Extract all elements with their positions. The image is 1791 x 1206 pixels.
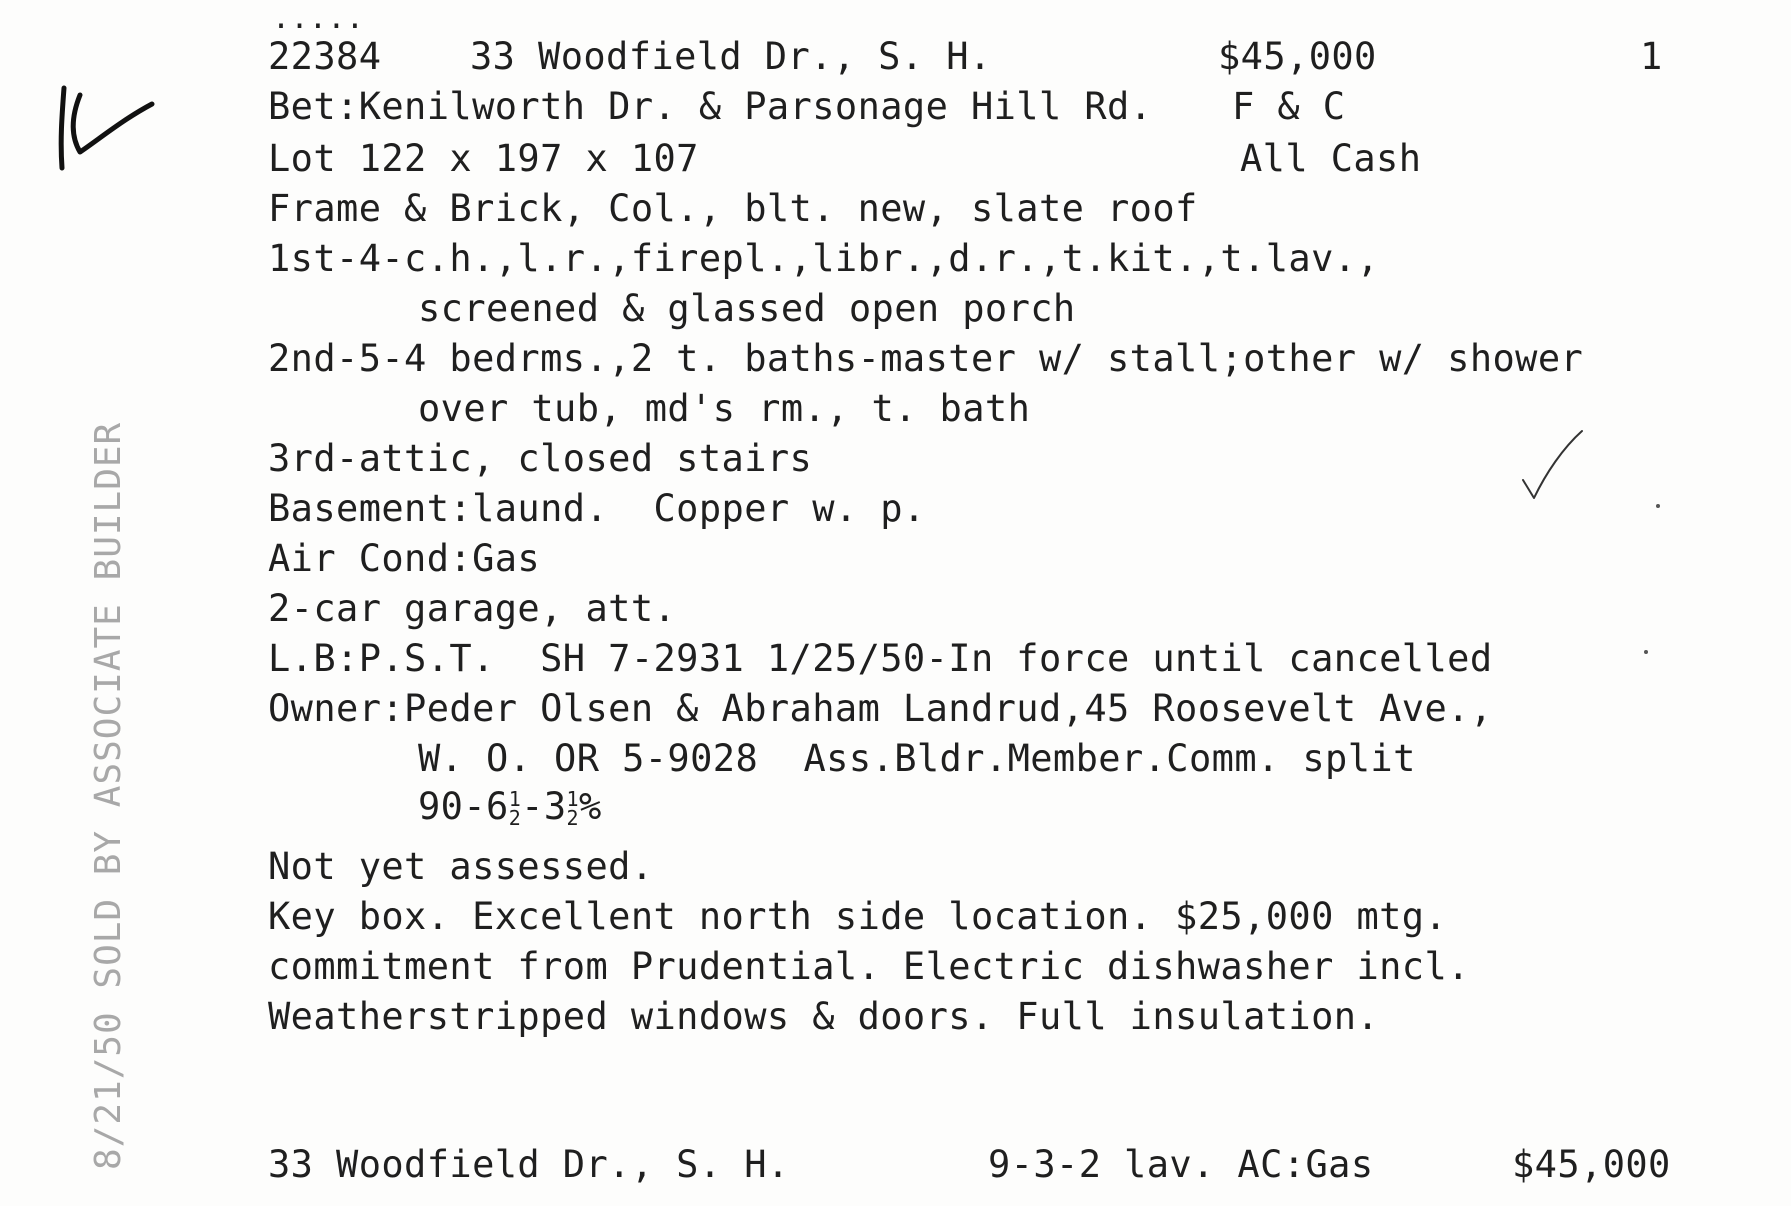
footer-price: $45,000 [1512, 1143, 1671, 1186]
stray-dot [1652, 500, 1664, 512]
price: $45,000 [1218, 35, 1377, 78]
commission-percent: % [578, 785, 602, 828]
construction: Frame & Brick, Col., blt. new, slate roof [268, 187, 1198, 230]
header-dots: ..... [272, 1, 365, 36]
owner: Owner:Peder Olsen & Abraham Landrud,45 Roosevelt Ave., [268, 687, 1493, 730]
commission-part-b: -3 [521, 785, 567, 828]
commission-split [418, 785, 602, 830]
remarks-line-2: commitment from Prudential. Electric dishwasher incl. [268, 945, 1470, 988]
second-floor: 2nd-5-4 bedrms.,2 t. baths-master w/ stall;other w/ shower [268, 337, 1584, 380]
check-mark-icon [1518, 428, 1588, 508]
first-floor: 1st-4-c.h.,l.r.,firepl.,libr.,d.r.,t.kit.,t.lav., [268, 237, 1380, 280]
assessment: Not yet assessed. [268, 845, 654, 888]
first-floor-cont: screened & glassed open porch [418, 287, 1076, 330]
sold-stamp: 8/21/50 SOLD BY ASSOCIATE BUILDER [88, 421, 129, 1170]
fraction-half: 1 2 [566, 787, 579, 830]
remarks-line-1: Key box. Excellent north side location. $25,000 mtg. [268, 895, 1448, 938]
garage: 2-car garage, att. [268, 587, 677, 630]
card-number: 1 [1640, 35, 1663, 78]
footer-rooms: 9-3-2 lav. AC:Gas [988, 1143, 1374, 1186]
lot-size: Lot 122 x 197 x 107 [268, 137, 699, 180]
air-conditioning: Air Cond:Gas [268, 537, 541, 580]
fraction-half: 1 2 [508, 787, 522, 830]
listing-broker: L.B:P.S.T. SH 7-2931 1/25/50-In force until cancelled [268, 637, 1493, 680]
between-streets: Bet:Kenilworth Dr. & Parsonage Hill Rd. [268, 85, 1153, 128]
third-floor: 3rd-attic, closed stairs [268, 437, 813, 480]
second-floor-cont: over tub, md's rm., t. bath [418, 387, 1031, 430]
stray-dot [1640, 646, 1652, 658]
terms: All Cash [1240, 137, 1422, 180]
address: 33 Woodfield Dr., S. H. [470, 35, 992, 78]
basement: Basement:laund. Copper w. p. [268, 487, 926, 530]
fc-code: F & C [1232, 85, 1346, 128]
owner-cont: W. O. OR 5-9028 Ass.Bldr.Member.Comm. split [418, 737, 1416, 780]
listing-number: 22384 [268, 35, 382, 78]
handwritten-k-mark [50, 70, 160, 180]
footer-address: 33 Woodfield Dr., S. H. [268, 1143, 790, 1186]
commission-part-a: 90-6 [418, 785, 509, 828]
remarks-line-3: Weatherstripped windows & doors. Full insulation. [268, 995, 1380, 1038]
